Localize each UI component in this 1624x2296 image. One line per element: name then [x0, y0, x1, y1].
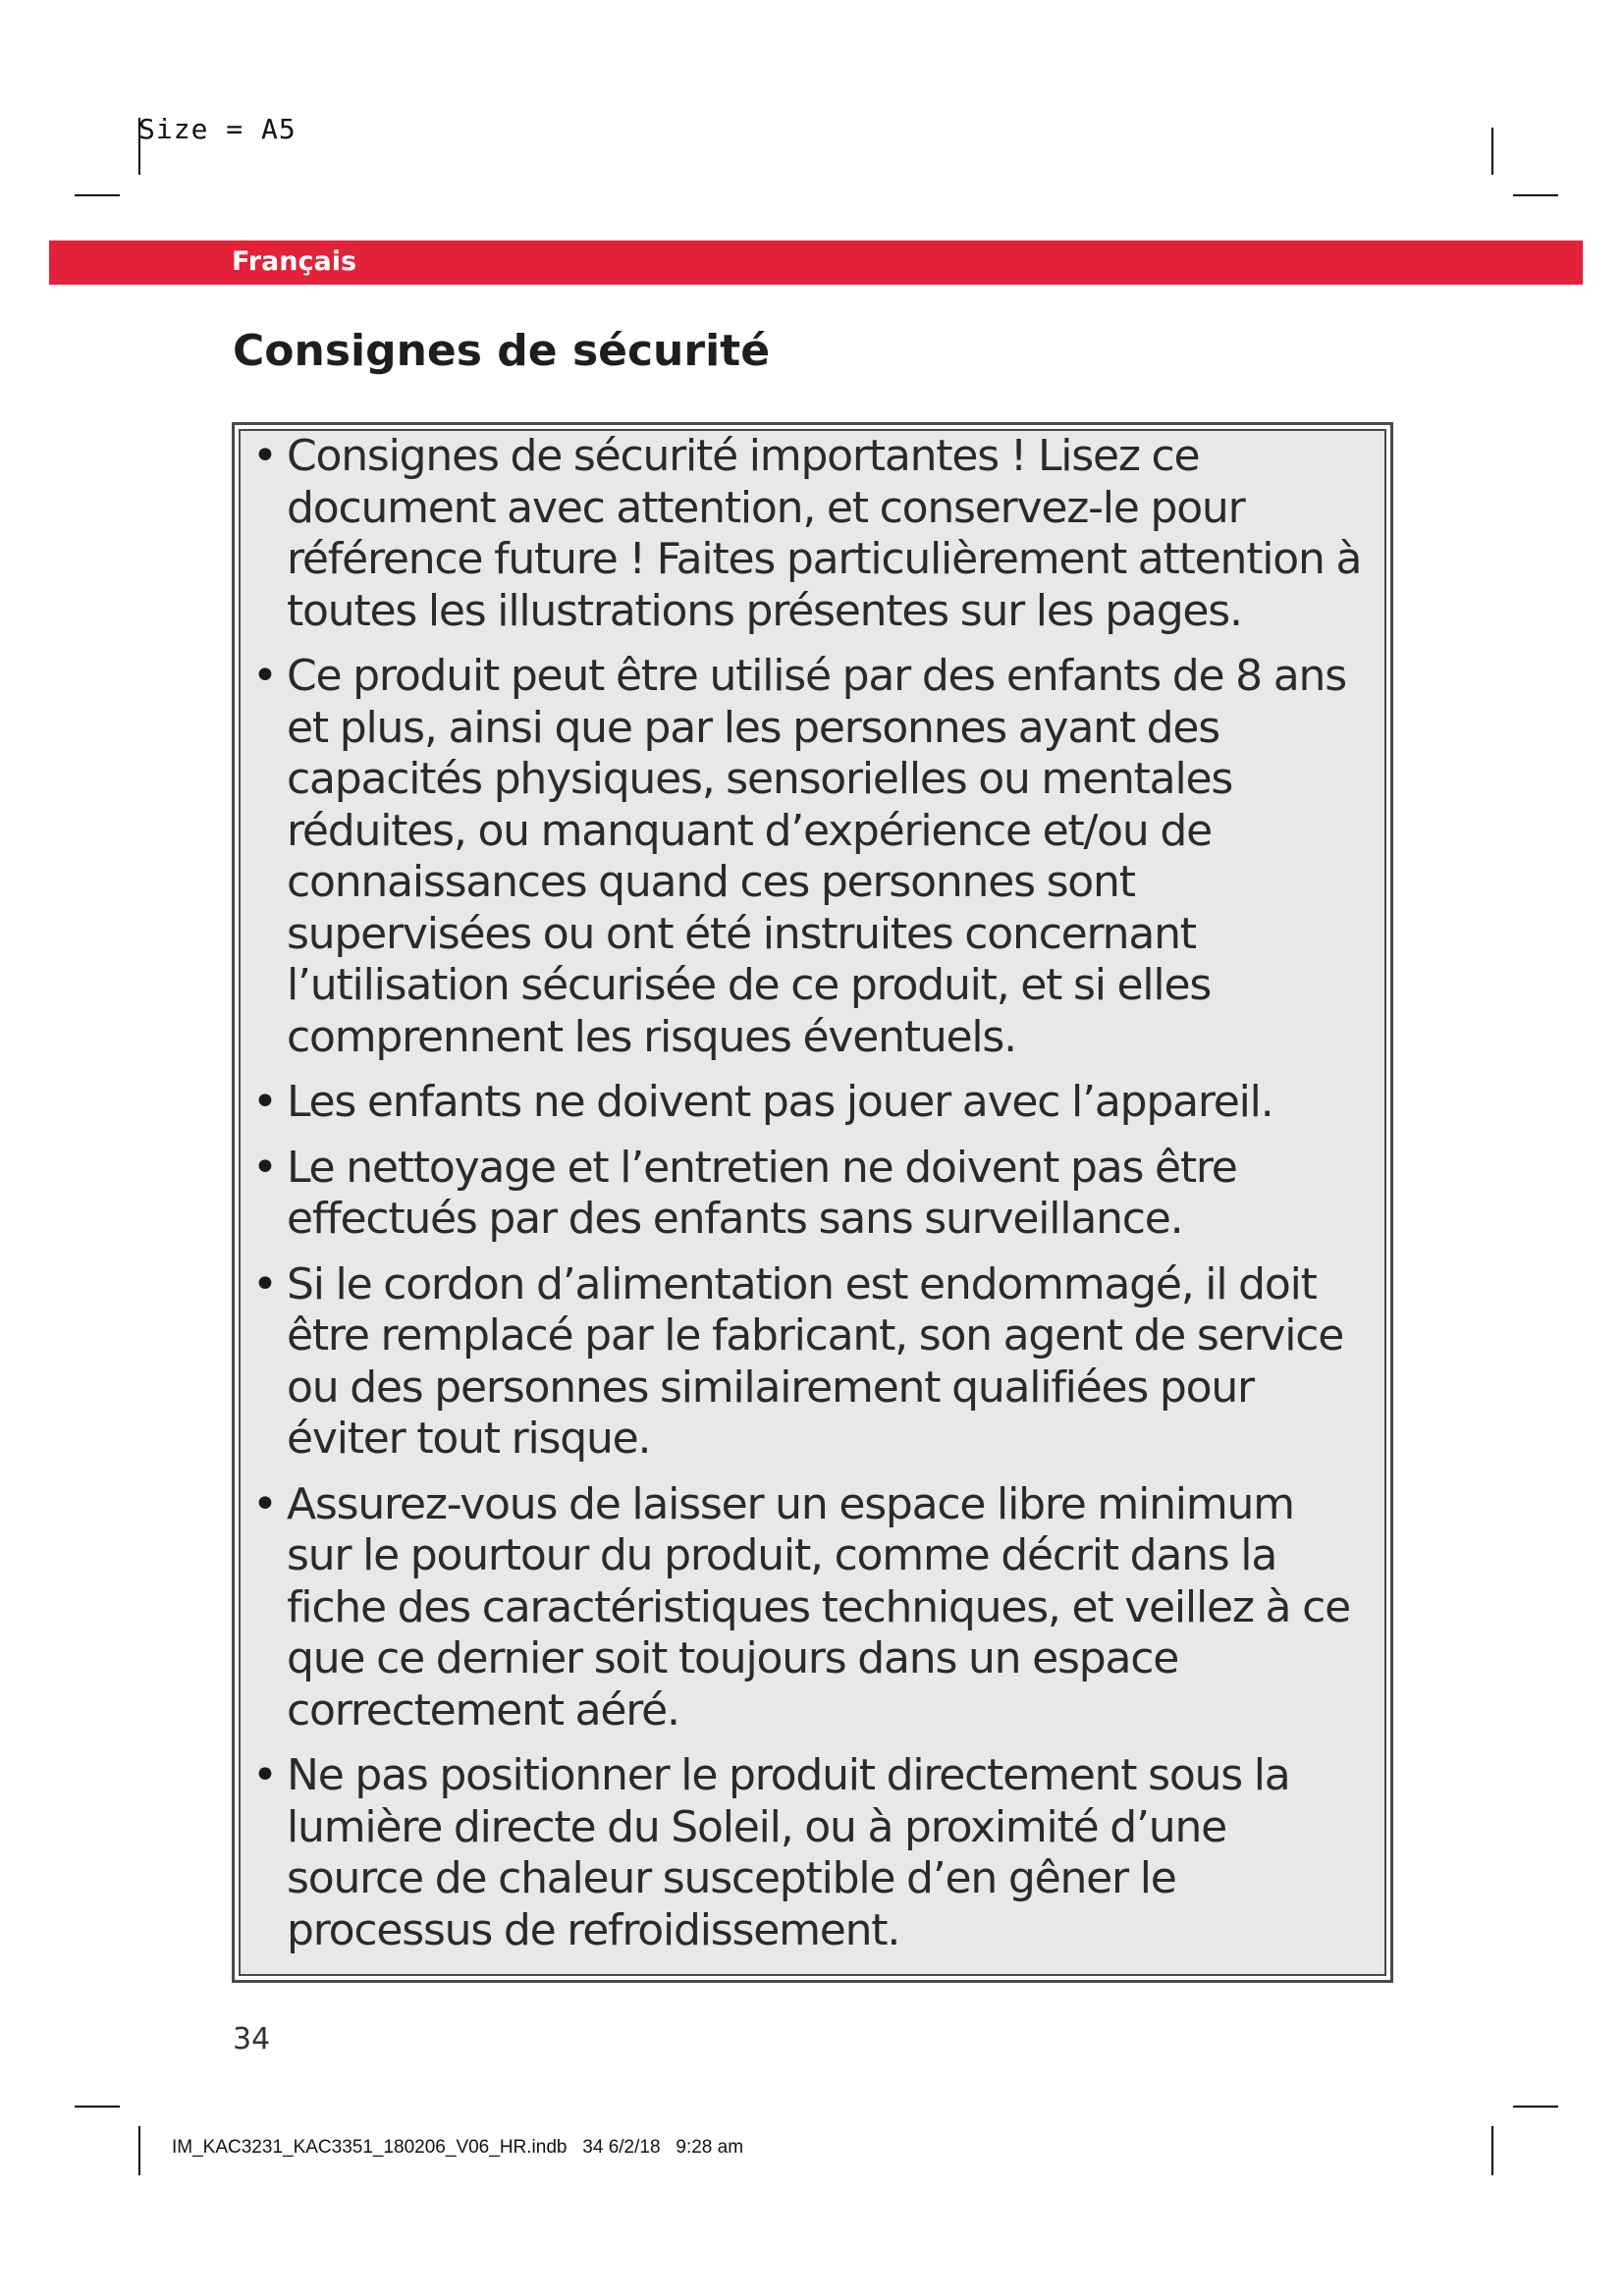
safety-item-text: Si le cordon d’alimentation est endommagé, il doit être remplacé par le fabricant, son agent de service ou des personnes similairement qualifiées pour éviter tout risque.	[287, 1258, 1344, 1464]
safety-item-text: Ce produit peut être utilisé par des enfants de 8 ans et plus, ainsi que par les personnes ayant des capacités physiques, sensorielles ou mentales réduites, ou manquant d’expérience et/ou de connaissances quand ces personnes sont supervisées ou ont été instruites concernant l’utilisation sécurisée de ce produit, et si elles comprennent les risques éventuels.	[287, 651, 1346, 1062]
crop-mark-top-right-vertical	[1491, 128, 1493, 175]
bullet-icon: •	[252, 1077, 277, 1127]
safety-item	[252, 431, 1369, 637]
safety-item	[252, 1479, 1369, 1737]
bullet-icon: •	[252, 651, 277, 701]
safety-item	[252, 1143, 1369, 1246]
page-title: Consignes de sécurité	[233, 326, 771, 376]
language-label: Français	[232, 246, 357, 277]
safety-item	[252, 1259, 1369, 1466]
page-number: 34	[233, 2022, 271, 2056]
safety-item	[252, 1077, 1369, 1129]
bullet-icon: •	[252, 1750, 277, 1800]
print-size-label: Size = A5	[138, 113, 297, 145]
safety-item-text: Le nettoyage et l’entretien ne doivent pas être effectués par des enfants sans surveillance.	[287, 1142, 1237, 1244]
safety-instructions-box	[232, 422, 1393, 1983]
crop-mark-top-left-horizontal	[75, 194, 120, 196]
bullet-icon: •	[252, 1142, 277, 1193]
safety-item	[252, 651, 1369, 1063]
crop-mark-top-right-horizontal	[1513, 194, 1558, 196]
crop-mark-bottom-left-horizontal	[75, 2106, 120, 2108]
bullet-icon: •	[252, 1478, 277, 1529]
crop-mark-bottom-left-vertical	[138, 2126, 140, 2175]
footer-file-info: IM_KAC3231_KAC3351_180206_V06_HR.indb 34 6/2/18 9:28 am	[172, 2137, 744, 2158]
safety-list	[252, 431, 1369, 1956]
safety-item-text: Assurez-vous de laisser un espace libre minimum sur le pourtour du produit, comme décrit dans la fiche des caractéristiques techniques, et veillez à ce que ce dernier soit toujours dans un espace correctement aéré.	[287, 1478, 1350, 1735]
bullet-icon: •	[252, 431, 277, 481]
crop-mark-bottom-right-horizontal	[1513, 2106, 1558, 2108]
safety-item-text: Consignes de sécurité importantes ! Lisez ce document avec attention, et conservez-le pour référence future ! Faites particulièrement attention à toutes les illustrations présentes sur les pages.	[287, 431, 1362, 636]
language-header-band	[49, 240, 1583, 285]
safety-item	[252, 1750, 1369, 1956]
bullet-icon: •	[252, 1258, 277, 1309]
safety-item-text: Les enfants ne doivent pas jouer avec l’appareil.	[287, 1077, 1273, 1127]
safety-item-text: Ne pas positionner le produit directement sous la lumière directe du Soleil, ou à proximité d’une source de chaleur susceptible d’en gêner le processus de refroidissement.	[287, 1750, 1290, 1955]
safety-instructions-panel	[239, 429, 1386, 1976]
crop-mark-bottom-right-vertical	[1491, 2126, 1493, 2175]
